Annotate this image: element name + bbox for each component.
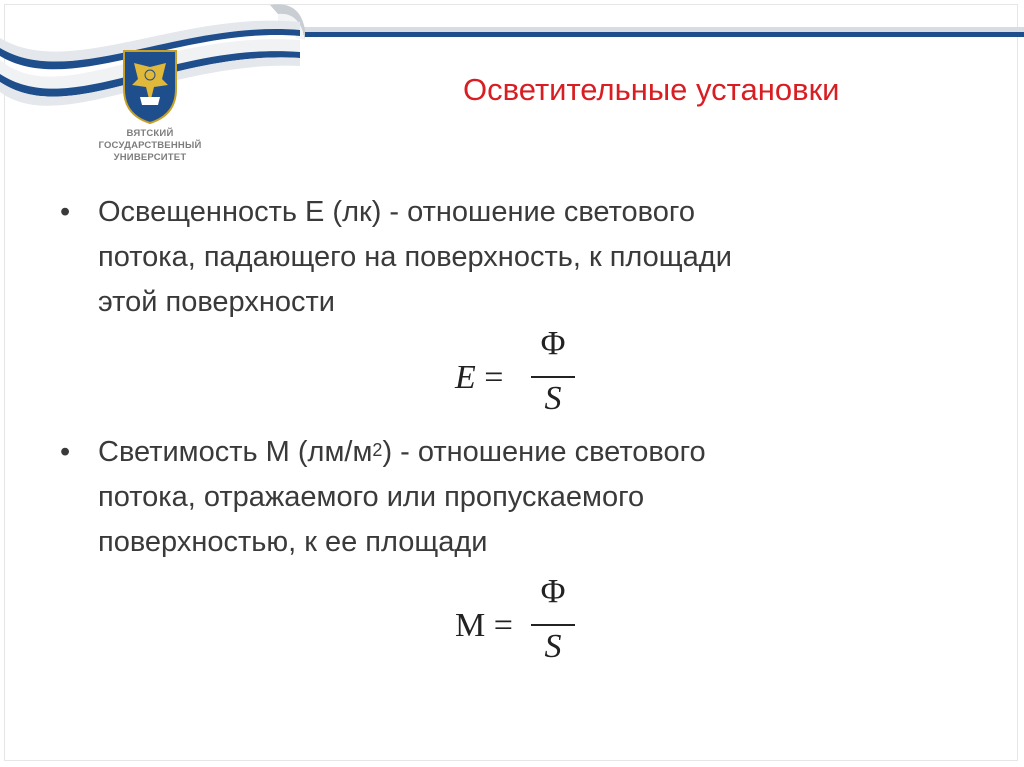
formula-equals: =	[493, 607, 513, 644]
university-name-line: УНИВЕРСИТЕТ	[113, 152, 187, 163]
bullet-line-part: Светимость М (лм/м	[98, 436, 373, 468]
formula-numerator: Φ	[540, 325, 566, 362]
superscript: 2	[372, 440, 383, 460]
bullet-marker: •	[60, 196, 71, 228]
bullet-text	[98, 430, 958, 565]
bullet-line	[98, 430, 958, 475]
university-name-line: ГОСУДАРСТВЕННЫЙ	[98, 140, 202, 151]
university-crest-icon	[110, 45, 190, 125]
fraction-bar	[531, 624, 575, 626]
bullet-text	[98, 190, 958, 325]
bullet-line-part: ) - отношение светового	[382, 436, 706, 468]
university-name	[70, 128, 230, 164]
bullet-line: поверхностью, к ее площади	[98, 526, 488, 558]
slide-title: Осветительные установки	[463, 72, 840, 107]
fraction-bar	[531, 376, 575, 378]
bullet-line: этой поверхности	[98, 286, 335, 318]
formula-luminous-exitance	[455, 573, 595, 673]
bullet-marker: •	[60, 436, 71, 468]
formula-lhs: M	[455, 607, 486, 644]
formula-denominator: S	[544, 628, 562, 665]
bullet-line: потока, отражаемого или пропускаемого	[98, 481, 645, 513]
bullet-line: Освещенность Е (лк) - отношение светового	[98, 196, 695, 228]
formula-lhs: E	[455, 359, 476, 396]
formula-numerator: Φ	[540, 573, 566, 610]
university-name-line: ВЯТСКИЙ	[126, 128, 174, 139]
bullet-line: потока, падающего на поверхность, к площади	[98, 241, 732, 273]
formula-denominator: S	[544, 380, 562, 417]
formula-illuminance	[455, 325, 595, 425]
formula-equals: =	[484, 359, 504, 396]
